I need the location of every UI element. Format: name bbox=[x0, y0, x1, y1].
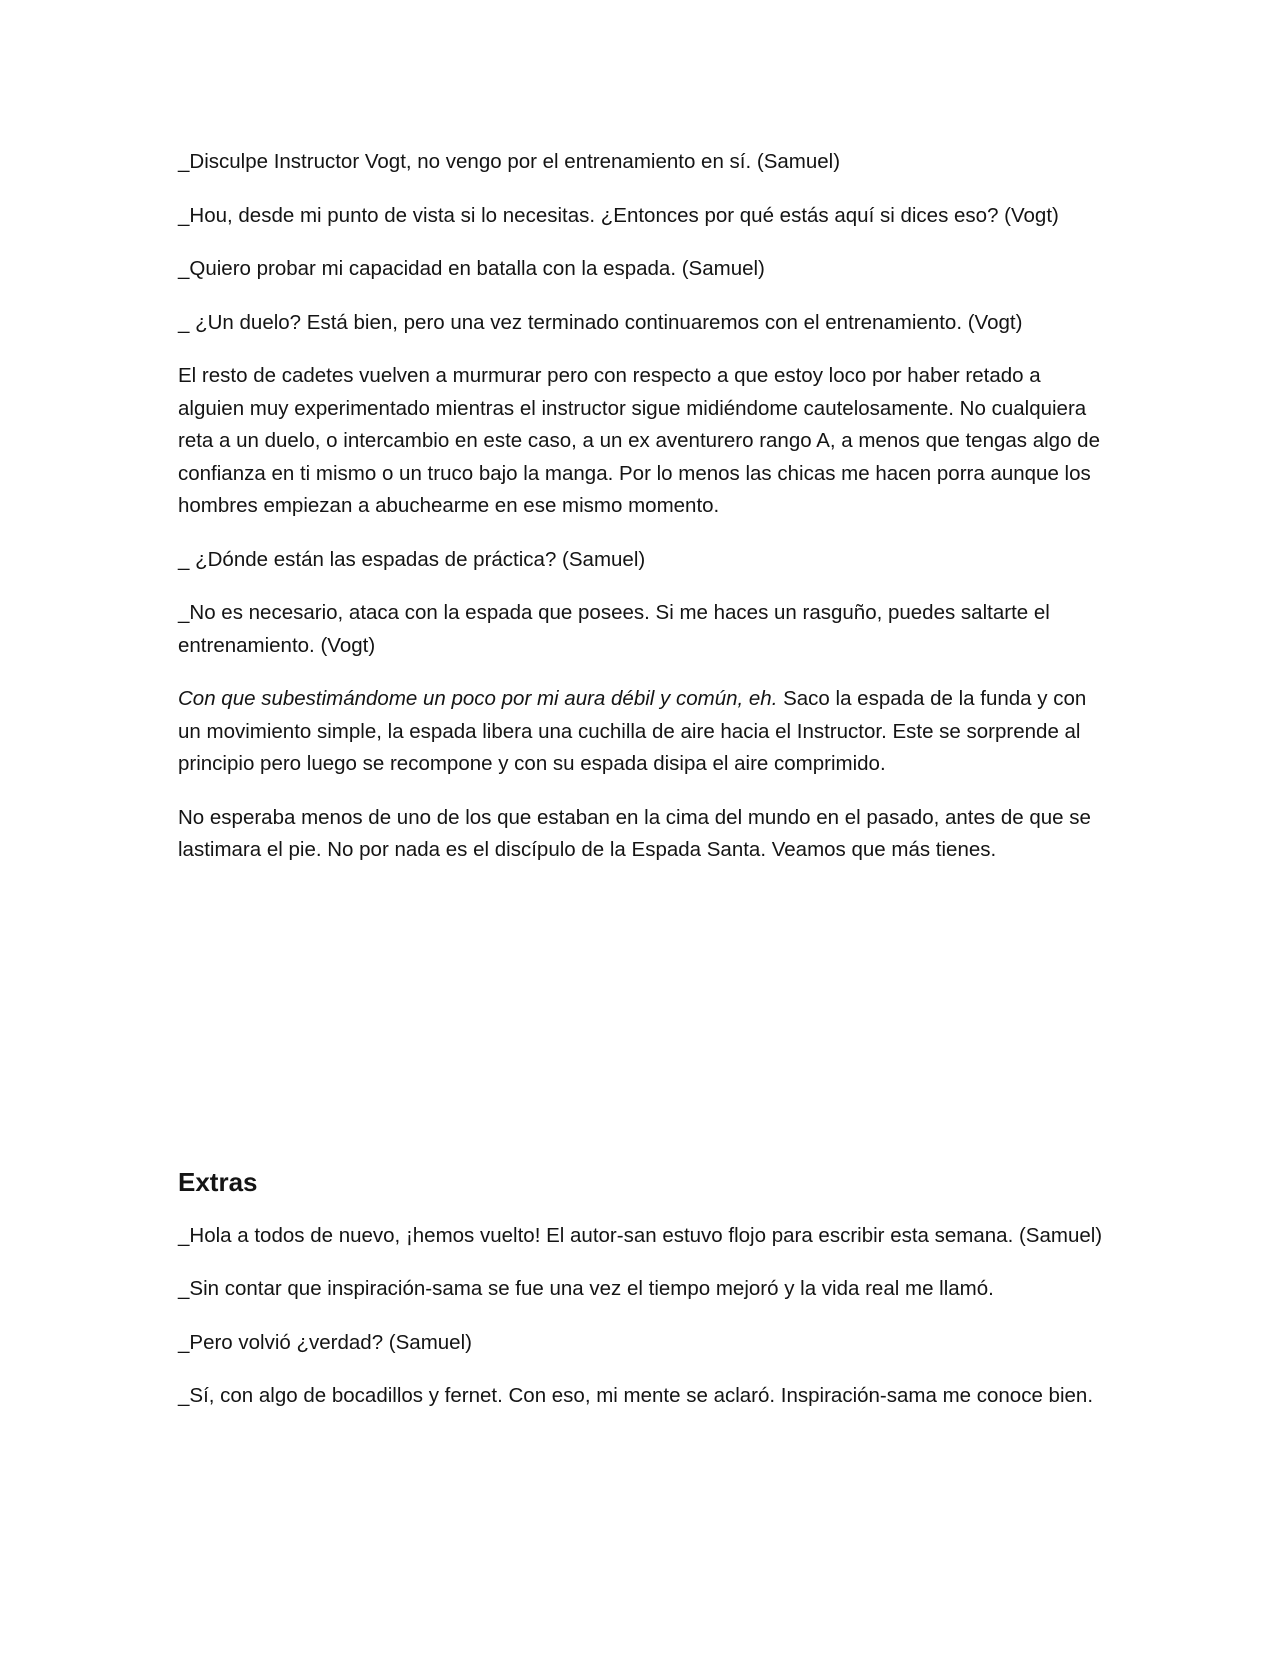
narration-paragraph-2 bbox=[178, 683, 1108, 781]
extras-heading: Extras bbox=[178, 1166, 258, 1197]
dialogue-vogt-1: _Hou, desde mi punto de vista si lo necesitas. ¿Entonces por qué estás aquí si dices eso? (Vogt) bbox=[178, 203, 1059, 227]
dialogue-samuel-2: _Quiero probar mi capacidad en batalla con la espada. (Samuel) bbox=[178, 257, 765, 280]
narration-text: Saco la espada de la funda y con un movimiento simple, la espada libera una cuchilla de aire hacia el Instructor. Este se sorprende al principio pero luego se recompone y con su espada disipa el aire comprimido. bbox=[178, 687, 1087, 775]
dialogue-vogt-3: _No es necesario, ataca con la espada que posees. Si me haces un rasguño, puedes saltarte el entrenamiento. (Vogt) bbox=[178, 601, 1050, 657]
dialogue-samuel-3: _ ¿Dónde están las espadas de práctica? (Samuel) bbox=[178, 547, 646, 571]
inner-thought: Con que subestimándome un poco por mi aura débil y común, eh. bbox=[178, 687, 778, 710]
dialogue-samuel-1: _Disculpe Instructor Vogt, no vengo por el entrenamiento en sí. (Samuel) bbox=[178, 150, 841, 173]
extras-dialogue-2: _Sin contar que inspiración-sama se fue una vez el tiempo mejoró y la vida real me llamó. bbox=[178, 1277, 994, 1300]
narration-paragraph-3: No esperaba menos de uno de los que estaban en la cima del mundo en el pasado, antes de que se lastimara el pie. No por nada es el discípulo de la Espada Santa. Veamos que más tienes. bbox=[178, 805, 1091, 861]
document-page bbox=[178, 146, 1108, 1434]
extras-dialogue-3: _Pero volvió ¿verdad? (Samuel) bbox=[178, 1330, 472, 1354]
page-spacer bbox=[178, 888, 1108, 1164]
extras-dialogue-1: _Hola a todos de nuevo, ¡hemos vuelto! El autor-san estuvo flojo para escribir esta semana. (Samuel) bbox=[178, 1223, 1103, 1247]
narration-paragraph-1: El resto de cadetes vuelven a murmurar pero con respecto a que estoy loco por haber retado a alguien muy experimentado mientras el instructor sigue midiéndome cautelosamente. No cualquiera reta a un duelo, o intercambio en este caso, a un ex aventurero rango A, a menos que tengas algo de confianza en ti mismo o un truco bajo la manga. Por lo menos las chicas me hacen porra aunque los hombres empiezan a abuchearme en ese mismo momento. bbox=[178, 364, 1100, 517]
extras-dialogue-4: _Sí, con algo de bocadillos y fernet. Con eso, mi mente se aclaró. Inspiración-sama me conoce bien. bbox=[178, 1384, 1094, 1407]
dialogue-vogt-2: _ ¿Un duelo? Está bien, pero una vez terminado continuaremos con el entrenamiento. (Vogt) bbox=[178, 310, 1023, 334]
